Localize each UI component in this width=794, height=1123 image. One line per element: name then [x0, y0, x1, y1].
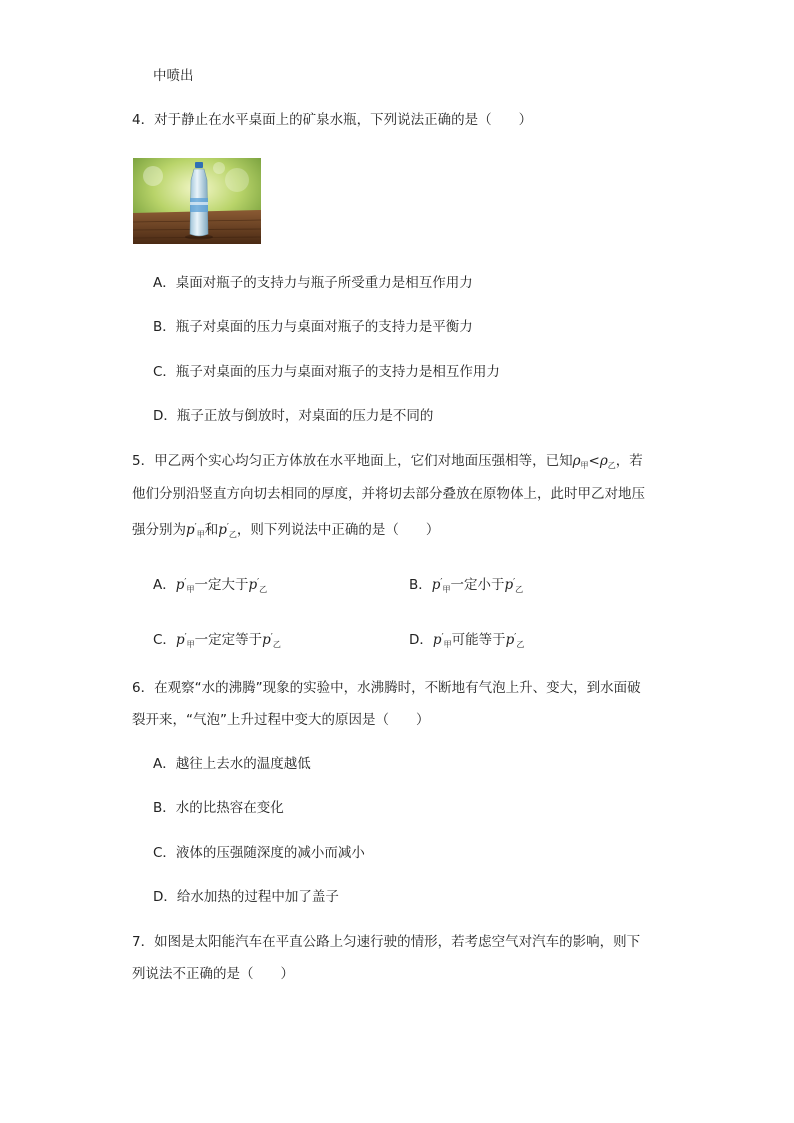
density-jia: $\rho_甲$ — [572, 453, 589, 470]
question-6-option-b: B．水的比热容在变化 — [153, 800, 284, 816]
question-4-option-a: A．桌面对瓶子的支持力与瓶子所受重力是相互作用力 — [153, 275, 473, 291]
question-5-option-d: D．$p'_甲$可能等于$p'_乙$ — [409, 632, 525, 649]
question-5-option-b: B．$p'_甲$一定小于$p'_乙$ — [409, 577, 524, 594]
density-yi: $\rho_乙$ — [599, 453, 616, 470]
question-5-option-c: C．$p'_甲$一定定等于$p'_乙$ — [153, 632, 281, 649]
question-4-option-b: B．瓶子对桌面的压力与桌面对瓶子的支持力是平衡力 — [153, 319, 473, 335]
question-5-line-1: 5．甲乙两个实心均匀正方体放在水平地面上，它们对地面压强相等，已知$\rho_甲<\rho_乙$，若 — [132, 453, 643, 470]
question-5-option-a: A．$p'_甲$一定大于$p'_乙$ — [153, 577, 268, 594]
question-6-line-2: 裂开来，“气泡”上升过程中变大的原因是（ ） — [132, 712, 430, 728]
question-4-option-d: D．瓶子正放与倒放时，对桌面的压力是不同的 — [153, 408, 434, 424]
question-6-option-d: D．给水加热的过程中加了盖子 — [153, 889, 339, 905]
question-6-option-c: C．液体的压强随深度的减小而减小 — [153, 845, 365, 861]
question-4-option-c: C．瓶子对桌面的压力与桌面对瓶子的支持力是相互作用力 — [153, 364, 500, 380]
pressure-jia: $p'_甲$ — [186, 522, 205, 539]
question-4-stem: 4．对于静止在水平桌面上的矿泉水瓶，下列说法正确的是（ ） — [132, 112, 533, 128]
less-than-sign: < — [588, 453, 600, 469]
question-7-line-2: 列说法不正确的是（ ） — [132, 966, 294, 982]
pressure-yi: $p'_乙$ — [218, 522, 237, 539]
question-5-line-3: 强分别为$p'_甲$和$p'_乙$，则下列说法中正确的是（ ） — [132, 522, 440, 539]
previous-question-continuation: 中喷出 — [153, 68, 194, 84]
question-7-line-1: 7．如图是太阳能汽车在平直公路上匀速行驶的情形，若考虑空气对汽车的影响，则下 — [132, 934, 641, 950]
question-5-text: 5．甲乙两个实心均匀正方体放在水平地面上，它们对地面压强相等，已知 — [132, 453, 573, 469]
question-6-line-1: 6．在观察“水的沸腾”现象的实验中，水沸腾时，不断地有气泡上升、变大，到水面破 — [132, 680, 641, 696]
mineral-water-bottle-photo — [133, 158, 261, 244]
question-6-option-a: A．越往上去水的温度越低 — [153, 756, 311, 772]
question-5-line-2: 他们分别沿竖直方向切去相同的厚度，并将切去部分叠放在原物体上，此时甲乙对地压 — [132, 486, 645, 502]
